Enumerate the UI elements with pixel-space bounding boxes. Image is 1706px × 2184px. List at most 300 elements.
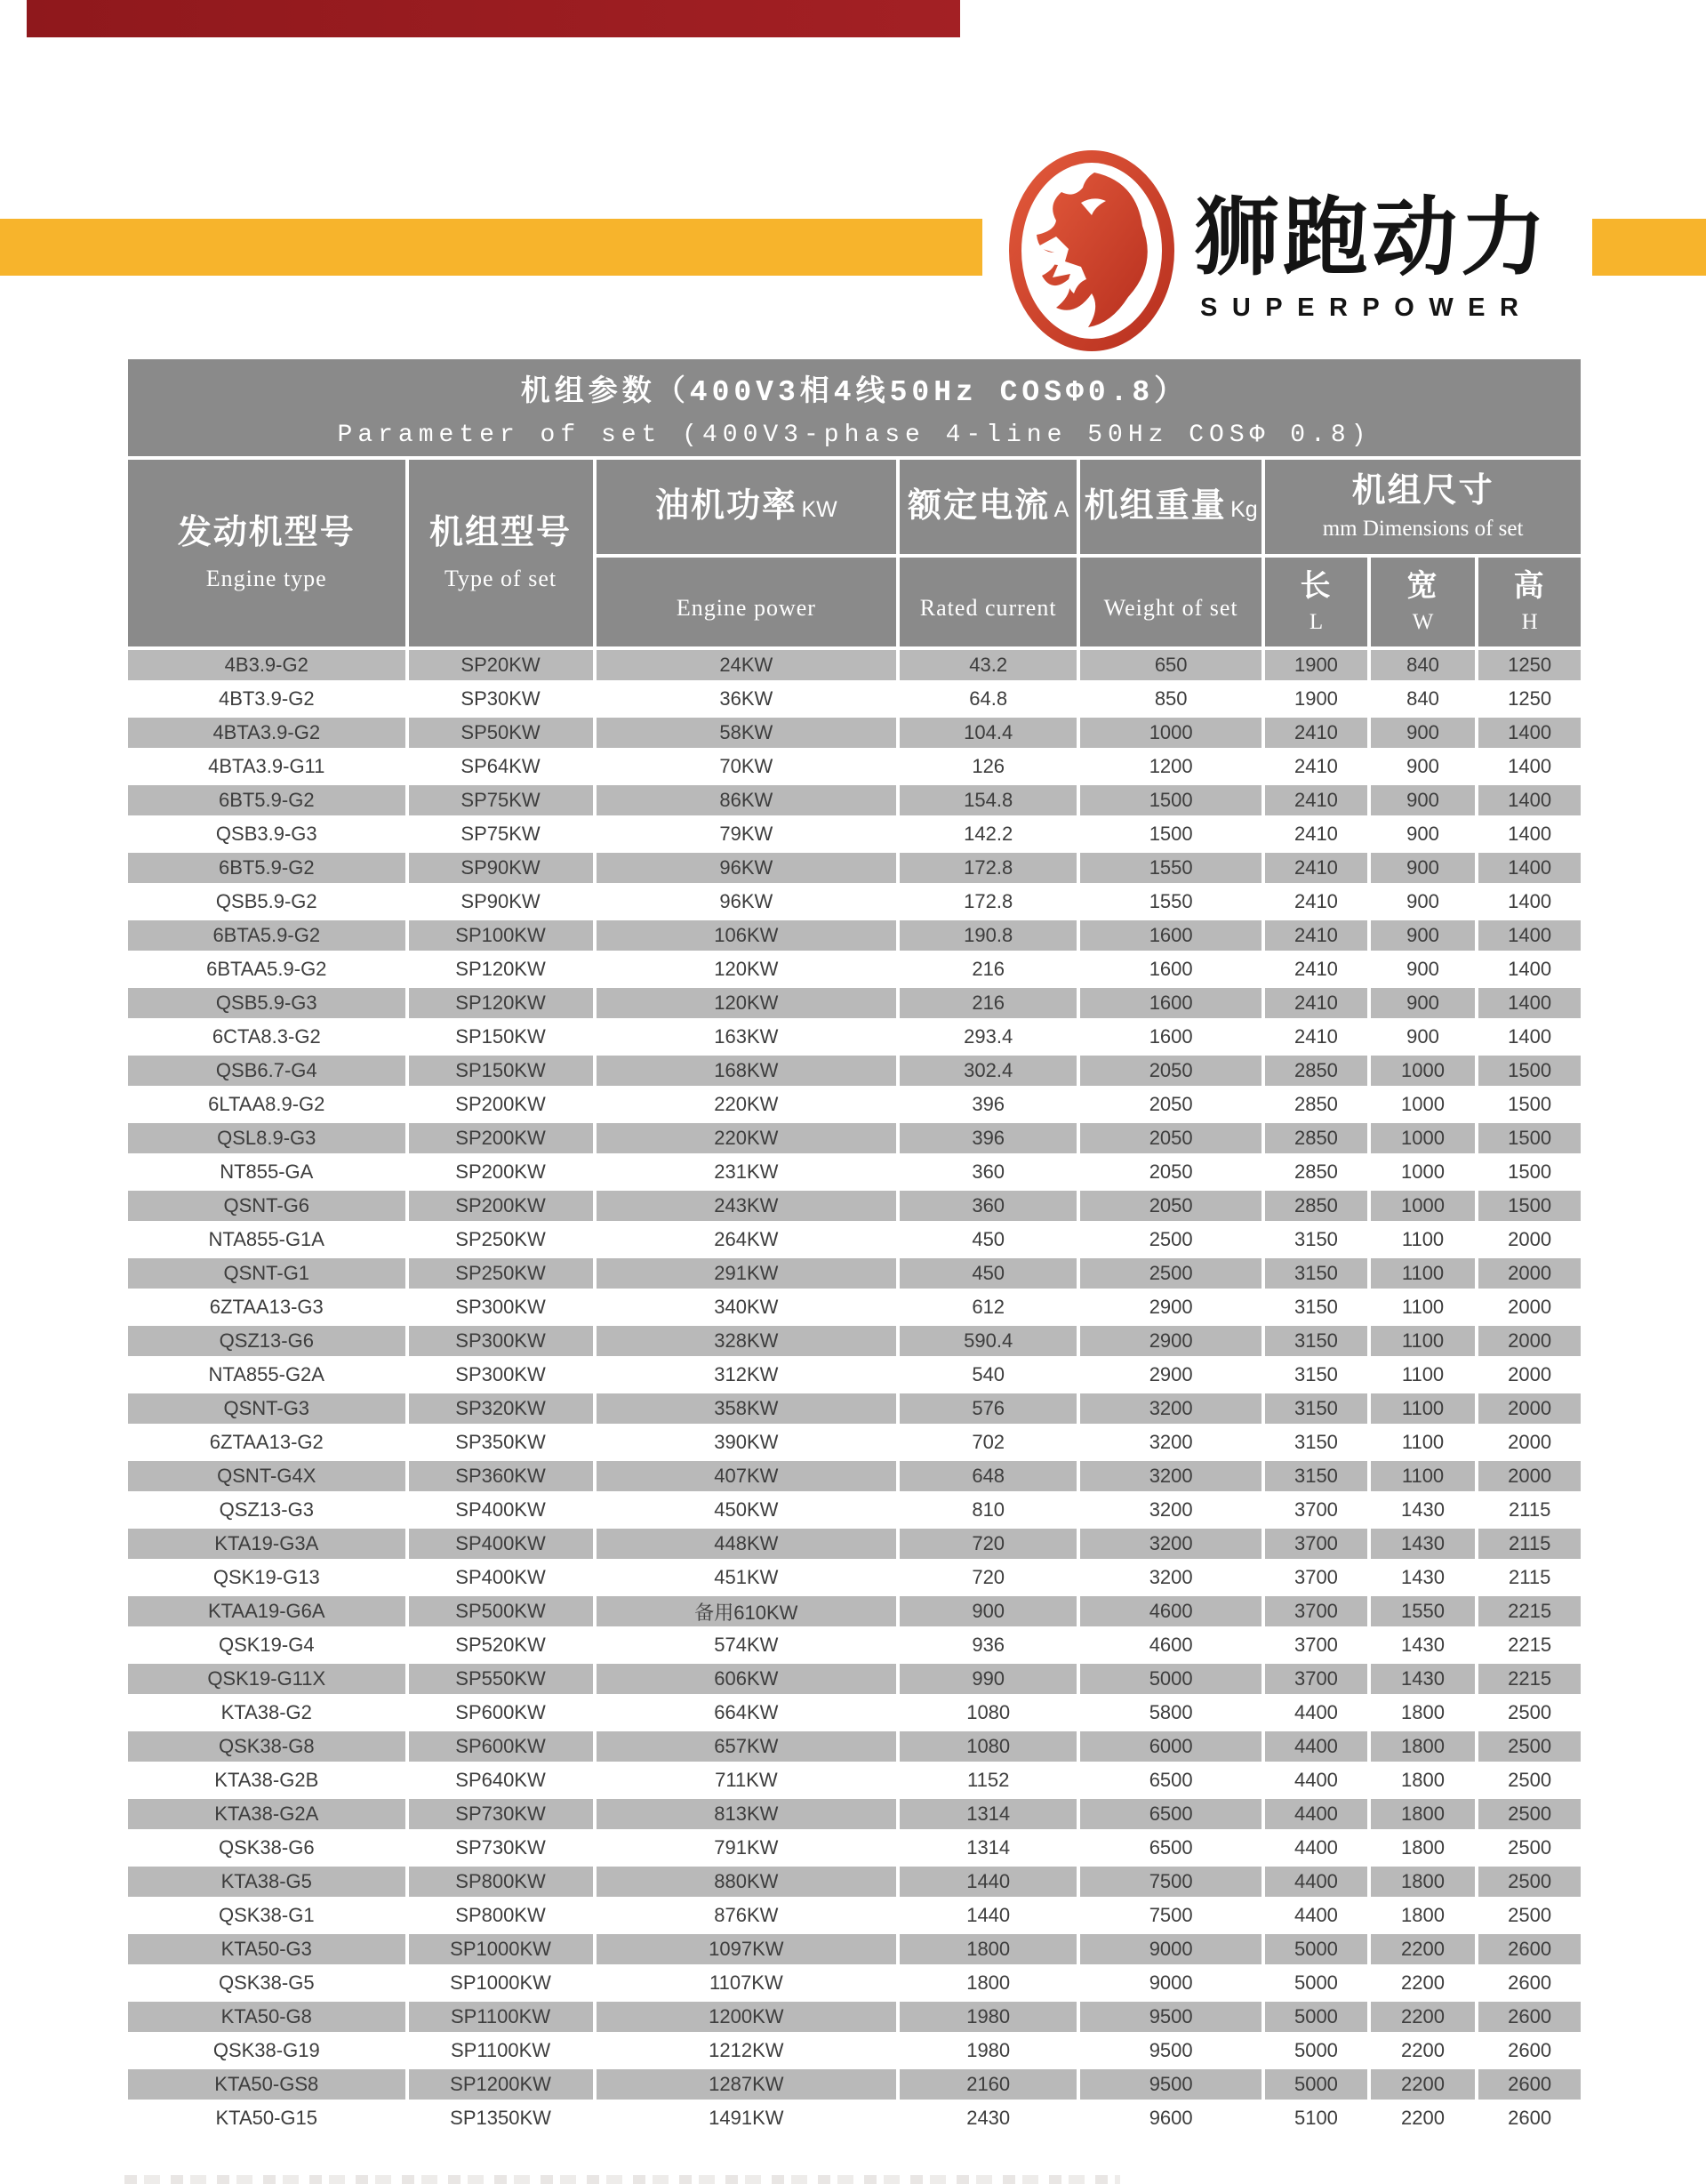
table-cell: 1600 (1080, 920, 1261, 951)
table-cell: 6CTA8.3-G2 (128, 1022, 405, 1052)
table-cell: 1287KW (597, 2069, 897, 2100)
table-cell: QSB5.9-G2 (128, 887, 405, 917)
table-cell: 1430 (1371, 1529, 1476, 1559)
table-cell: 6500 (1080, 1765, 1261, 1795)
table-row (128, 1900, 1581, 1931)
table-cell: 648 (900, 1461, 1077, 1491)
table-row (128, 887, 1581, 917)
table-cell: 1900 (1265, 650, 1367, 680)
table-title-row (128, 359, 1581, 456)
table-cell: 2500 (1478, 1900, 1581, 1931)
table-cell: 2850 (1265, 1123, 1367, 1153)
table-cell: 1550 (1371, 1596, 1476, 1626)
table-cell: SP64KW (409, 751, 593, 782)
table-cell: 407KW (597, 1461, 897, 1491)
table-cell: NTA855-G1A (128, 1224, 405, 1255)
table-cell: 3150 (1265, 1224, 1367, 1255)
table-row (128, 1326, 1581, 1356)
table-cell: 1440 (900, 1867, 1077, 1897)
table-row (128, 1191, 1581, 1221)
table-cell: 9500 (1080, 2035, 1261, 2066)
table-cell: 1314 (900, 1833, 1077, 1863)
table-cell: 9000 (1080, 1934, 1261, 1964)
table-cell: 1800 (900, 1934, 1077, 1964)
table-cell: 4B3.9-G2 (128, 650, 405, 680)
table-cell: 2215 (1478, 1630, 1581, 1660)
table-cell: 1430 (1371, 1495, 1476, 1525)
table-row (128, 1698, 1581, 1728)
table-cell: 1900 (1265, 684, 1367, 714)
table-cell: 104.4 (900, 718, 1077, 748)
table-cell: 2000 (1478, 1360, 1581, 1390)
table-cell: 3200 (1080, 1562, 1261, 1593)
table-cell: QSB5.9-G3 (128, 988, 405, 1018)
table-cell: 3150 (1265, 1461, 1367, 1491)
table-cell: 4BT3.9-G2 (128, 684, 405, 714)
table-cell: SP300KW (409, 1292, 593, 1322)
table-cell: SP120KW (409, 954, 593, 984)
table-row (128, 1123, 1581, 1153)
table-row (128, 1224, 1581, 1255)
table-cell: 2115 (1478, 1562, 1581, 1593)
table-cell: 86KW (597, 785, 897, 815)
brand-name-cn: 狮跑动力 (1194, 190, 1550, 285)
weight-en: Weight of set (1103, 595, 1238, 621)
table-cell: 1400 (1478, 785, 1581, 815)
table-row (128, 1529, 1581, 1559)
col-header-rated-current (900, 460, 1077, 554)
table-cell: SP75KW (409, 785, 593, 815)
table-cell: 1250 (1478, 650, 1581, 680)
table-cell: QSK38-G6 (128, 1833, 405, 1863)
table-cell: 4600 (1080, 1630, 1261, 1660)
table-cell: 1400 (1478, 954, 1581, 984)
table-cell: 231KW (597, 1157, 897, 1187)
table-cell: KTA50-G15 (128, 2103, 405, 2133)
table-cell: 96KW (597, 853, 897, 883)
table-cell: 448KW (597, 1529, 897, 1559)
table-row (128, 1934, 1581, 1964)
table-row (128, 819, 1581, 849)
table-cell: 900 (1371, 887, 1476, 917)
set-type-cn: 机组型号 (429, 514, 573, 552)
table-cell: 360 (900, 1157, 1077, 1187)
table-cell: 1500 (1478, 1089, 1581, 1120)
table-row (128, 1157, 1581, 1187)
table-cell: SP730KW (409, 1833, 593, 1863)
table-cell: 3150 (1265, 1326, 1367, 1356)
table-cell: 3150 (1265, 1427, 1367, 1457)
engine-power-unit: KW (801, 497, 837, 523)
table-cell: 711KW (597, 1765, 897, 1795)
table-cell: 3700 (1265, 1630, 1367, 1660)
table-cell: SP90KW (409, 853, 593, 883)
table-cell: 2600 (1478, 2002, 1581, 2032)
table-cell: 4400 (1265, 1698, 1367, 1728)
table-cell: 1100 (1371, 1427, 1476, 1457)
table-cell: 1980 (900, 2035, 1077, 2066)
table-cell: 2850 (1265, 1191, 1367, 1221)
table-cell: 1000 (1371, 1089, 1476, 1120)
table-cell: 1800 (1371, 1698, 1476, 1728)
table-cell: 2410 (1265, 785, 1367, 815)
table-cell: 4400 (1265, 1731, 1367, 1762)
engine-type-en: Engine type (205, 565, 327, 591)
table-cell: 396 (900, 1123, 1077, 1153)
table-cell: QSB3.9-G3 (128, 819, 405, 849)
rated-current-cn: 额定电流 (908, 487, 1051, 526)
table-cell: SP600KW (409, 1698, 593, 1728)
table-cell: 1250 (1478, 684, 1581, 714)
table-cell: 1000 (1371, 1157, 1476, 1187)
table-cell: 1000 (1371, 1123, 1476, 1153)
table-cell: 5000 (1265, 2069, 1367, 2100)
table-cell: 6ZTAA13-G2 (128, 1427, 405, 1457)
table-cell: QSK19-G11X (128, 1664, 405, 1694)
cutoff-footnote-text (124, 2175, 1120, 2184)
table-cell: 2160 (900, 2069, 1077, 2100)
table-cell: 1800 (1371, 1900, 1476, 1931)
table-cell: 2000 (1478, 1224, 1581, 1255)
table-title-cell (128, 359, 1581, 456)
table-cell: SP150KW (409, 1056, 593, 1086)
table-row (128, 1799, 1581, 1829)
sub-header-rated-current (900, 558, 1077, 646)
table-cell: 813KW (597, 1799, 897, 1829)
table-cell: 220KW (597, 1089, 897, 1120)
table-cell: 2200 (1371, 2069, 1476, 2100)
sub-header-width (1371, 558, 1476, 646)
table-cell: 1430 (1371, 1664, 1476, 1694)
table-cell: 4400 (1265, 1900, 1367, 1931)
table-cell: 2050 (1080, 1191, 1261, 1221)
table-cell: 6BT5.9-G2 (128, 853, 405, 883)
table-cell: SP800KW (409, 1900, 593, 1931)
table-cell: 1400 (1478, 751, 1581, 782)
table-cell: 4600 (1080, 1596, 1261, 1626)
table-cell: SP100KW (409, 920, 593, 951)
table-cell: 590.4 (900, 1326, 1077, 1356)
table-cell: 900 (1371, 718, 1476, 748)
table-cell: 2410 (1265, 920, 1367, 951)
table-row (128, 1461, 1581, 1491)
table-cell: SP1350KW (409, 2103, 593, 2133)
table-cell: 96KW (597, 887, 897, 917)
table-cell: 2410 (1265, 1022, 1367, 1052)
table-cell: 2500 (1080, 1258, 1261, 1289)
table-cell: QSK38-G8 (128, 1731, 405, 1762)
table-cell: 3200 (1080, 1461, 1261, 1491)
table-cell: 2410 (1265, 988, 1367, 1018)
table-cell: 576 (900, 1393, 1077, 1424)
height-cn: 高 (1513, 569, 1546, 604)
table-cell: 3700 (1265, 1562, 1367, 1593)
table-cell: 1430 (1371, 1562, 1476, 1593)
table-cell: 3200 (1080, 1529, 1261, 1559)
table-cell: SP640KW (409, 1765, 593, 1795)
table-cell: 2050 (1080, 1123, 1261, 1153)
table-cell: 702 (900, 1427, 1077, 1457)
table-cell: 2200 (1371, 1968, 1476, 1998)
table-cell: 1100 (1371, 1393, 1476, 1424)
table-cell: QSK38-G1 (128, 1900, 405, 1931)
table-cell: 1200KW (597, 2002, 897, 2032)
table-cell: 2600 (1478, 1968, 1581, 1998)
table-cell: 2050 (1080, 1089, 1261, 1120)
table-cell: 612 (900, 1292, 1077, 1322)
table-row (128, 2069, 1581, 2100)
table-cell: SP50KW (409, 718, 593, 748)
table-cell: 2500 (1478, 1698, 1581, 1728)
lion-logo-icon (1003, 144, 1181, 357)
table-cell: SP400KW (409, 1495, 593, 1525)
table-cell: 990 (900, 1664, 1077, 1694)
weight-cn: 机组重量 (1084, 487, 1227, 526)
table-cell: 1200 (1080, 751, 1261, 782)
table-cell: 540 (900, 1360, 1077, 1390)
rated-current-en: Rated current (919, 595, 1057, 621)
table-cell: 2050 (1080, 1056, 1261, 1086)
table-row (128, 853, 1581, 883)
table-cell: SP320KW (409, 1393, 593, 1424)
table-row (128, 1495, 1581, 1525)
table-cell: 2215 (1478, 1664, 1581, 1694)
table-cell: 5000 (1265, 1968, 1367, 1998)
table-cell: QSK19-G13 (128, 1562, 405, 1593)
table-cell: 574KW (597, 1630, 897, 1660)
table-cell: 172.8 (900, 887, 1077, 917)
table-title-en: Parameter of set (400V3-phase 4-line 50Hz COSΦ 0.8) (337, 421, 1372, 449)
table-cell: 876KW (597, 1900, 897, 1931)
top-red-accent-bar (27, 0, 960, 37)
table-cell: 360 (900, 1191, 1077, 1221)
table-cell: 1000 (1371, 1056, 1476, 1086)
yellow-accent-square (1592, 219, 1706, 276)
table-cell: 1000 (1371, 1191, 1476, 1221)
table-cell: 2850 (1265, 1056, 1367, 1086)
table-cell: 1500 (1478, 1191, 1581, 1221)
table-cell: QSL8.9-G3 (128, 1123, 405, 1153)
width-en: W (1412, 609, 1434, 634)
table-cell: 1100 (1371, 1224, 1476, 1255)
table-row (128, 684, 1581, 714)
table-cell: 900 (1371, 1022, 1476, 1052)
table-cell: 2900 (1080, 1326, 1261, 1356)
table-cell: SP1100KW (409, 2002, 593, 2032)
table-cell: QSNT-G3 (128, 1393, 405, 1424)
table-cell: NT855-GA (128, 1157, 405, 1187)
table-cell: 1800 (1371, 1799, 1476, 1829)
table-cell: 4400 (1265, 1765, 1367, 1795)
table-row (128, 2035, 1581, 2066)
table-cell: 1600 (1080, 1022, 1261, 1052)
table-row (128, 1833, 1581, 1863)
table-cell: 1550 (1080, 887, 1261, 917)
table-cell: 1500 (1080, 819, 1261, 849)
dimensions-en: mm Dimensions of set (1322, 516, 1524, 541)
table-cell: 3700 (1265, 1495, 1367, 1525)
table-row (128, 920, 1581, 951)
table-cell: 312KW (597, 1360, 897, 1390)
table-cell: 106KW (597, 920, 897, 951)
table-cell: 2600 (1478, 1934, 1581, 1964)
table-cell: 2500 (1478, 1867, 1581, 1897)
table-cell: 1100 (1371, 1461, 1476, 1491)
dimensions-cn: 机组尺寸 (1351, 472, 1494, 510)
col-header-set-type (409, 460, 593, 646)
table-cell: 328KW (597, 1326, 897, 1356)
table-cell: 900 (1371, 853, 1476, 883)
table-cell: 2600 (1478, 2103, 1581, 2133)
table-cell: 2000 (1478, 1393, 1581, 1424)
table-cell: KTA50-GS8 (128, 2069, 405, 2100)
table-cell: 5000 (1265, 2035, 1367, 2066)
table-cell: 340KW (597, 1292, 897, 1322)
table-cell: 2900 (1080, 1292, 1261, 1322)
table-cell: 2000 (1478, 1427, 1581, 1457)
table-cell: KTA38-G2 (128, 1698, 405, 1728)
table-cell: QSNT-G4X (128, 1461, 405, 1491)
table-cell: 840 (1371, 684, 1476, 714)
table-cell: 9500 (1080, 2002, 1261, 2032)
table-cell: 1097KW (597, 1934, 897, 1964)
table-cell: 2115 (1478, 1495, 1581, 1525)
table-row (128, 2103, 1581, 2133)
table-cell: 2000 (1478, 1292, 1581, 1322)
table-cell: NTA855-G2A (128, 1360, 405, 1390)
table-cell: 1000 (1080, 718, 1261, 748)
table-cell: 216 (900, 954, 1077, 984)
length-cn: 长 (1300, 569, 1333, 604)
table-cell: 2500 (1478, 1833, 1581, 1863)
table-cell: 1500 (1478, 1056, 1581, 1086)
table-cell: 2215 (1478, 1596, 1581, 1626)
table-cell: 791KW (597, 1833, 897, 1863)
table-cell: 3150 (1265, 1393, 1367, 1424)
table-cell: 3150 (1265, 1360, 1367, 1390)
table-cell: 1600 (1080, 954, 1261, 984)
table-cell: 120KW (597, 988, 897, 1018)
table-row (128, 1292, 1581, 1322)
table-cell: 216 (900, 988, 1077, 1018)
table-cell: 900 (1371, 988, 1476, 1018)
table-cell: 6000 (1080, 1731, 1261, 1762)
table-cell: 36KW (597, 684, 897, 714)
table-cell: 3150 (1265, 1292, 1367, 1322)
table-cell: SP400KW (409, 1562, 593, 1593)
table-cell: 1152 (900, 1765, 1077, 1795)
yellow-accent-band (0, 219, 982, 276)
table-cell: QSK19-G4 (128, 1630, 405, 1660)
table-cell: 2200 (1371, 1934, 1476, 1964)
table-cell: 24KW (597, 650, 897, 680)
table-cell: 900 (1371, 954, 1476, 984)
table-cell: 3700 (1265, 1664, 1367, 1694)
table-cell: KTA38-G5 (128, 1867, 405, 1897)
table-cell: 1100 (1371, 1326, 1476, 1356)
table-cell: 396 (900, 1089, 1077, 1120)
table-cell: 6BTA5.9-G2 (128, 920, 405, 951)
table-cell: 390KW (597, 1427, 897, 1457)
sub-header-engine-power (597, 558, 897, 646)
table-cell: KTA38-G2B (128, 1765, 405, 1795)
table-row (128, 718, 1581, 748)
table-cell: 720 (900, 1562, 1077, 1593)
length-en: L (1309, 609, 1324, 634)
table-cell: 900 (1371, 751, 1476, 782)
table-cell: 243KW (597, 1191, 897, 1221)
table-cell: 7500 (1080, 1900, 1261, 1931)
table-row (128, 1562, 1581, 1593)
table-row (128, 1089, 1581, 1120)
table-cell: 5800 (1080, 1698, 1261, 1728)
table-cell: 2600 (1478, 2035, 1581, 2066)
table-cell: 2430 (900, 2103, 1077, 2133)
table-cell: 264KW (597, 1224, 897, 1255)
table-cell: 358KW (597, 1393, 897, 1424)
table-cell: 1500 (1478, 1123, 1581, 1153)
table-cell: 4BTA3.9-G2 (128, 718, 405, 748)
table-cell: SP150KW (409, 1022, 593, 1052)
table-cell: QSZ13-G3 (128, 1495, 405, 1525)
table-cell: 5000 (1080, 1664, 1261, 1694)
table-cell: 163KW (597, 1022, 897, 1052)
table-cell: 1080 (900, 1698, 1077, 1728)
table-cell: SP300KW (409, 1326, 593, 1356)
table-row (128, 751, 1581, 782)
generator-spec-table (124, 356, 1584, 2137)
table-row (128, 785, 1581, 815)
table-cell: 3700 (1265, 1596, 1367, 1626)
table-cell: 664KW (597, 1698, 897, 1728)
table-cell: KTAA19-G6A (128, 1596, 405, 1626)
table-cell: 1107KW (597, 1968, 897, 1998)
table-cell: 190.8 (900, 920, 1077, 951)
table-cell: SP200KW (409, 1089, 593, 1120)
table-cell: 2500 (1080, 1224, 1261, 1255)
table-cell: 2900 (1080, 1360, 1261, 1390)
table-cell: 3200 (1080, 1427, 1261, 1457)
table-cell: SP550KW (409, 1664, 593, 1694)
table-cell: 1980 (900, 2002, 1077, 2032)
col-header-engine-power (597, 460, 897, 554)
table-cell: KTA50-G8 (128, 2002, 405, 2032)
table-cell: 2410 (1265, 853, 1367, 883)
table-cell: 900 (1371, 920, 1476, 951)
table-cell: 880KW (597, 1867, 897, 1897)
table-cell: SP30KW (409, 684, 593, 714)
table-cell: 450 (900, 1224, 1077, 1255)
table-cell: 291KW (597, 1258, 897, 1289)
table-cell: QSZ13-G6 (128, 1326, 405, 1356)
table-cell: 2000 (1478, 1258, 1581, 1289)
table-cell: 2410 (1265, 954, 1367, 984)
table-cell: 4400 (1265, 1799, 1367, 1829)
table-cell: 1500 (1080, 785, 1261, 815)
table-cell: 1400 (1478, 988, 1581, 1018)
table-cell: 900 (900, 1596, 1077, 1626)
table-row (128, 988, 1581, 1018)
table-cell: 1400 (1478, 887, 1581, 917)
width-cn: 宽 (1406, 569, 1439, 604)
table-cell: SP120KW (409, 988, 593, 1018)
table-cell: 1314 (900, 1799, 1077, 1829)
table-cell: 1080 (900, 1731, 1077, 1762)
table-cell: 657KW (597, 1731, 897, 1762)
table-cell: 6ZTAA13-G3 (128, 1292, 405, 1322)
table-cell: 43.2 (900, 650, 1077, 680)
table-cell: 1440 (900, 1900, 1077, 1931)
